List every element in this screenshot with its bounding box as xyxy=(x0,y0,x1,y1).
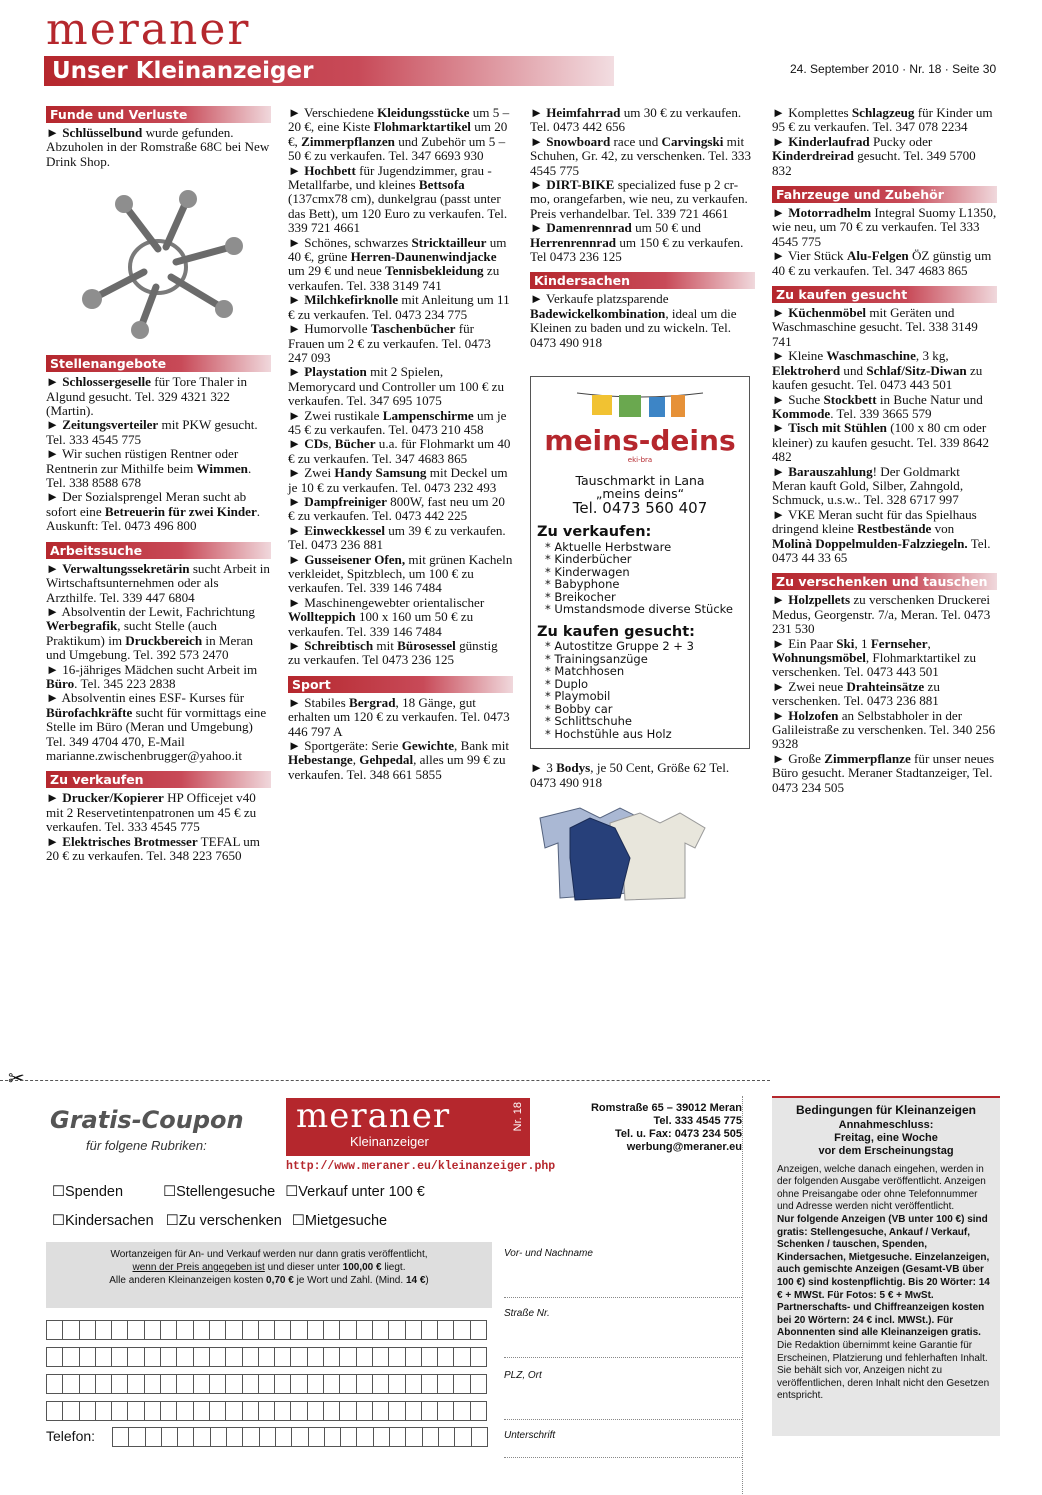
word-grid-row[interactable] xyxy=(46,1347,487,1367)
letter-box[interactable] xyxy=(226,1375,242,1394)
letter-box[interactable] xyxy=(194,1428,210,1447)
sell-list xyxy=(537,541,743,616)
letter-box[interactable] xyxy=(258,1402,274,1421)
list-item: * Duplo xyxy=(545,678,743,691)
letter-box[interactable] xyxy=(438,1375,454,1394)
letter-box[interactable] xyxy=(161,1428,177,1447)
note-line-2: wenn der Preis angegeben ist und dieser unter 100,00 € liegt. xyxy=(132,1262,406,1273)
classified-ad: ► Suche Stockbett in Buche Natur und Kommode. Tel. 339 3665 579 xyxy=(772,391,983,421)
letter-box[interactable] xyxy=(389,1375,405,1394)
classified-ad: ► Sportgeräte: Serie Gewichte, Bank mit Hebestange, Gehpedal, alles um 99 € zu verkaufen. Tel. 348 661 5855 xyxy=(288,738,509,782)
checkbox-spenden[interactable]: ☐ Spenden xyxy=(52,1184,123,1200)
checkbox-row-1 xyxy=(52,1184,453,1200)
note-line-1: Wortanzeigen für An- und Verkauf werden nur dann gratis veröffentlicht, xyxy=(110,1249,428,1260)
field-name[interactable]: Vor- und Nachname xyxy=(504,1246,742,1298)
letter-box[interactable] xyxy=(112,1402,128,1421)
letter-box[interactable] xyxy=(128,1348,144,1367)
section-header: Funde und Verluste xyxy=(46,106,271,123)
classified-ad: ► 3 Bodys, je 50 Cent, Größe 62 Tel. 0473 490 918 xyxy=(530,760,730,790)
letter-box[interactable] xyxy=(95,1348,111,1367)
address-line: Tel. 333 4545 775 xyxy=(653,1115,742,1127)
letter-box[interactable] xyxy=(389,1402,405,1421)
classified-ad: ► Tisch mit Stühlen (100 x 80 cm oder kleiner) zu kaufen gesucht. Tel. 339 8642 482 xyxy=(772,420,990,465)
letter-box[interactable] xyxy=(227,1428,243,1447)
classified-ad: ► Motorradhelm Integral Suomy L1350, wie neu, um 70 € zu verkaufen. Tel 333 4545 775 xyxy=(772,205,997,249)
letter-box[interactable] xyxy=(340,1375,356,1394)
letter-box[interactable] xyxy=(112,1375,128,1394)
letter-box[interactable] xyxy=(242,1348,258,1367)
letter-box[interactable] xyxy=(128,1402,144,1421)
letter-box[interactable] xyxy=(455,1428,471,1447)
classified-ad: ► Playstation mit 2 Spielen, Memorycard und Controller um 100 € zu verkaufen. Tel. 347 695 1075 xyxy=(288,364,505,409)
coupon-url[interactable]: http://www.meraner.eu/kleinanzeiger.php xyxy=(286,1160,556,1173)
letter-box[interactable] xyxy=(79,1321,95,1340)
letter-box[interactable] xyxy=(112,1321,128,1340)
clothesline-icon xyxy=(537,387,743,419)
classified-ad: ► Stabiles Bergrad, 18 Gänge, gut erhalten um 120 € zu verkaufen. Tel. 0473 446 797 A xyxy=(288,694,510,739)
letter-box[interactable] xyxy=(209,1375,225,1394)
letter-box[interactable] xyxy=(389,1321,405,1340)
letter-box[interactable] xyxy=(243,1428,259,1447)
letter-box[interactable] xyxy=(405,1321,421,1340)
classified-ad: ► Barauszahlung! Der Goldmarkt Meran kauft Gold, Silber, Zahngold, Schmuck, u.s.w.. Tel. 328 6717 997 xyxy=(772,463,964,508)
classified-ad: ► Zwei Handy Samsung mit Deckel um je 10 € zu verkaufen. Tel. 0473 232 493 xyxy=(288,465,508,495)
checkbox-kindersachen[interactable]: ☐ Kindersachen xyxy=(52,1213,154,1229)
list-item: * Hochstühle aus Holz xyxy=(545,728,743,741)
column-2 xyxy=(288,106,513,782)
keys-photo xyxy=(46,177,271,347)
letter-box[interactable] xyxy=(405,1348,421,1367)
checkbox-mietgesuche[interactable]: ☐ Mietgesuche xyxy=(292,1213,387,1229)
classified-ad: ► Ein Paar Ski, 1 Fernseher, Wohnungsmöbel, Flohmarktartikel zu verschenken. Tel. 0473 443 501 xyxy=(772,635,977,680)
classified-ad: ► Komplettes Schlagzeug für Kinder um 95 € zu verkaufen. Tel. 347 078 2234 xyxy=(772,105,993,135)
checkbox-row-2 xyxy=(52,1213,415,1229)
letter-box[interactable] xyxy=(47,1402,63,1421)
conditions-box xyxy=(772,1096,1000,1436)
letter-box[interactable] xyxy=(47,1375,63,1394)
list-item: * Kinderwagen xyxy=(545,566,743,579)
buy-heading: Zu kaufen gesucht: xyxy=(537,623,695,640)
letter-box[interactable] xyxy=(356,1321,372,1340)
brand-logo: meraner xyxy=(46,4,251,55)
letter-box[interactable] xyxy=(258,1321,274,1340)
letter-box[interactable] xyxy=(275,1402,291,1421)
letter-box[interactable] xyxy=(95,1321,111,1340)
letter-box[interactable] xyxy=(438,1402,454,1421)
letter-box[interactable] xyxy=(470,1321,486,1340)
letter-box[interactable] xyxy=(422,1428,438,1447)
letter-box[interactable] xyxy=(357,1428,373,1447)
letter-box[interactable] xyxy=(438,1321,454,1340)
letter-box[interactable] xyxy=(63,1402,79,1421)
letter-box[interactable] xyxy=(470,1348,486,1367)
classified-ad: ► Wir suchen rüstigen Rentner oder Rentnerin zur Mithilfe beim Wimmen. Tel. 338 8588 678 xyxy=(46,446,252,491)
letter-box[interactable] xyxy=(275,1375,291,1394)
coupon-address xyxy=(560,1102,742,1154)
list-item: * Bobby car xyxy=(545,703,743,716)
checkbox-verschenken[interactable]: ☐ Zu verschenken xyxy=(166,1213,282,1229)
classified-ad: ► Gusseisener Ofen, mit grünen Kacheln verkleidet, Spitzblech, um 100 € zu verkaufen. Tel. 339 146 7484 xyxy=(288,551,513,596)
letter-box[interactable] xyxy=(470,1375,486,1394)
letter-box[interactable] xyxy=(454,1375,470,1394)
letter-box[interactable] xyxy=(144,1348,160,1367)
letter-box[interactable] xyxy=(47,1321,63,1340)
letter-box[interactable] xyxy=(324,1321,340,1340)
letter-box[interactable] xyxy=(112,1348,128,1367)
phone-row xyxy=(46,1428,95,1444)
letter-box[interactable] xyxy=(292,1428,308,1447)
coupon-logo xyxy=(286,1098,530,1156)
classified-ad: ► Absolventin eines ESF- Kurses für Bürofachkräfte sucht für vormittags eine Stelle im Büro (Meran und Umgebung) Tel. 349 4704 470, E-Mail marianne.zwischenbrugger@yahoo.it xyxy=(46,690,267,763)
classified-ad: ► VKE Meran sucht für das Spielhaus dringend kleine Restbestände von Molinà Doppelmulden-Falzziegeln. Tel. 0473 44 33 65 xyxy=(772,506,991,565)
letter-box[interactable] xyxy=(307,1321,323,1340)
letter-box[interactable] xyxy=(291,1348,307,1367)
classified-ad: ► Küchenmöbel mit Geräten und Waschmaschine gesucht. Tel. 338 3149 741 xyxy=(772,305,978,349)
classified-ad: ► Vier Stück Alu-Felgen ÖZ günstig um 40 € zu verkaufen. Tel. 347 4683 865 xyxy=(772,248,992,278)
classified-ad: ► 16-jähriges Mädchen sucht Arbeit im Büro. Tel. 345 223 2838 xyxy=(46,661,258,691)
letter-box[interactable] xyxy=(226,1348,242,1367)
classified-ad: ► Schlüsselbund wurde gefunden. Abzuholen in der Romstraße 68C bei New Drink Shop. xyxy=(46,125,270,169)
letter-box[interactable] xyxy=(63,1348,79,1367)
classified-ad: ► Verschiedene Kleidungsstücke um 5 – 20 €, eine Kiste Flohmarktartikel um 20 €, Zimmerpflanzen und Zubehör um 5 – 50 € zu verkaufen. Tel. 347 6693 930 xyxy=(288,105,510,164)
column-3 xyxy=(530,106,755,916)
letter-box[interactable] xyxy=(193,1402,209,1421)
classified-ad: ► Verwaltungssekretärin sucht Arbeit in Wirtschaftsunternehmen oder als Arzthilfe. Tel. 339 447 6804 xyxy=(46,560,270,605)
coupon-subtitle: für folgene Rubriken: xyxy=(86,1138,207,1153)
letter-box[interactable] xyxy=(438,1428,454,1447)
letter-box[interactable] xyxy=(177,1375,193,1394)
bodys-photo xyxy=(530,798,710,908)
letter-box[interactable] xyxy=(144,1375,160,1394)
letter-box[interactable] xyxy=(193,1321,209,1340)
address-line: Tel. u. Fax: 0473 234 505 xyxy=(615,1128,742,1140)
list-item: * Schlittschuhe xyxy=(545,715,743,728)
field-street[interactable]: Straße Nr. xyxy=(504,1306,742,1358)
letter-box[interactable] xyxy=(324,1348,340,1367)
letter-box[interactable] xyxy=(63,1321,79,1340)
letter-box[interactable] xyxy=(356,1348,372,1367)
letter-box[interactable] xyxy=(128,1321,144,1340)
letter-box[interactable] xyxy=(144,1321,160,1340)
scissors-icon: ✂ xyxy=(8,1066,25,1090)
letter-box[interactable] xyxy=(405,1375,421,1394)
checkbox-stellengesuche[interactable]: ☐ Stellengesuche xyxy=(163,1184,275,1200)
letter-box[interactable] xyxy=(47,1348,63,1367)
letter-box[interactable] xyxy=(454,1348,470,1367)
classified-ad: ► Snowboard race und Carvingski mit Schuhen, Gr. 42, zu verschenken. Tel. 333 4545 775 xyxy=(530,133,752,178)
address-line: Romstraße 65 – 39012 Meran xyxy=(590,1102,742,1114)
letter-box[interactable] xyxy=(129,1428,145,1447)
list-item: * Kinderbücher xyxy=(545,553,743,566)
coupon-logo-main: meraner xyxy=(296,1096,451,1136)
classified-ad: ► Heimfahrrad um 30 € zu verkaufen. Tel. 0473 442 656 xyxy=(530,105,742,135)
letter-box[interactable] xyxy=(340,1402,356,1421)
letter-box[interactable] xyxy=(258,1375,274,1394)
page-title-bar xyxy=(44,56,614,86)
letter-box[interactable] xyxy=(210,1428,226,1447)
letter-box[interactable] xyxy=(193,1375,209,1394)
classified-ad: ► Dampfreiniger 800W, fast neu um 20 € zu verkaufen. Tel. 0473 442 225 xyxy=(288,493,505,524)
address-line: werbung@meraner.eu xyxy=(626,1141,742,1153)
checkbox-verkauf[interactable]: ☐ Verkauf unter 100 € xyxy=(285,1184,425,1200)
letter-box[interactable] xyxy=(226,1402,242,1421)
classified-ad: ► Zwei rustikale Lampenschirme um je 45 € zu verkaufen. Tel. 0473 210 458 xyxy=(288,407,507,437)
letter-box[interactable] xyxy=(308,1428,324,1447)
conditions-text: Die Redaktion übernimmt keine Garantie für Erscheinen, Platzierung und fehlerhaften Inhalt. Sie behält sich vor, Anzeigen nicht zu veröffentlichen, deren Inhalt nicht den Gesetzen entspricht. xyxy=(777,1339,990,1402)
classified-ad: ► Humorvolle Taschenbücher für Frauen um 2 € zu verkaufen. Tel. 0473 247 093 xyxy=(288,321,491,365)
letter-box[interactable] xyxy=(161,1348,177,1367)
letter-box[interactable] xyxy=(291,1375,307,1394)
conditions-text: Nur folgende Anzeigen (VB unter 100 €) sind gratis: Stellengesuche, Ankauf / Verkauf, Schenken / tauschen, Spenden, Kindersachen, Mietgesuche. Einzelanzeigen, auch gemischte Anzeigen (Gesamt-VB über 100 €) sind kostenpflichtig. Bis 20 Wörter: 14 € + MWSt. Für Fotos: 5 € + MwSt. Partnerschafts- und Chiffreanzeigen kosten bei 20 Wörtern: 24 € incl. MWSt.). Für Abonnenten sind alle Kleinanzeigen gratis. xyxy=(777,1213,990,1339)
letter-box[interactable] xyxy=(454,1321,470,1340)
letter-box[interactable] xyxy=(372,1402,388,1421)
meins-deins-info: Tauschmarkt in Lana „meins deins“ Tel. 0473 560 407 xyxy=(572,473,708,518)
letter-box[interactable] xyxy=(454,1402,470,1421)
letter-box[interactable] xyxy=(242,1375,258,1394)
column-1 xyxy=(46,106,271,863)
list-item: * Autostitze Gruppe 2 + 3 xyxy=(545,640,743,653)
letter-box[interactable] xyxy=(291,1321,307,1340)
list-item: * Playmobil xyxy=(545,690,743,703)
classified-ad: ► Hochbett für Jugendzimmer, grau - Metallfarbe, und kleines Bettsofa (137cmx78 cm), dunkelgrau (passt unter das Bett), um 120 Euro zu verkaufen. Tel. 339 721 4661 xyxy=(288,162,508,236)
letter-box[interactable] xyxy=(406,1428,422,1447)
list-item: * Trainingsanzüge xyxy=(545,653,743,666)
letter-box[interactable] xyxy=(258,1348,274,1367)
list-item: * Babyphone xyxy=(545,578,743,591)
classified-ad: ► Verkaufe platzsparende Badewickelkombination, ideal um die Kleinen zu baden und zu wickeln. Tel. 0473 490 918 xyxy=(530,291,737,350)
letter-box[interactable] xyxy=(307,1348,323,1367)
letter-box[interactable] xyxy=(79,1348,95,1367)
letter-box[interactable] xyxy=(324,1402,340,1421)
dateline: 24. September 2010 · Nr. 18 · Seite 30 xyxy=(790,62,997,76)
letter-box[interactable] xyxy=(421,1321,437,1340)
section-header: Zu verkaufen xyxy=(46,771,271,788)
classified-ad: ► Schlossergeselle für Tore Thaler in Algund gesucht. Tel. 329 4321 322 (Martin). xyxy=(46,374,248,419)
section-header: Zu kaufen gesucht xyxy=(772,286,997,303)
letter-box[interactable] xyxy=(95,1375,111,1394)
letter-box[interactable] xyxy=(193,1348,209,1367)
classified-ad: ► Schreibtisch mit Bürosessel günstig zu verkaufen. Tel 0473 236 125 xyxy=(288,638,498,668)
buy-list xyxy=(537,640,743,740)
letter-box[interactable] xyxy=(177,1402,193,1421)
classified-ad: ► Kleine Waschmaschine, 3 kg, Elektroherd und Schlaf/Sitz-Diwan zu kaufen gesucht. Tel. 0473 443 501 xyxy=(772,348,983,393)
field-signature[interactable]: Unterschrift xyxy=(504,1428,742,1458)
meins-deins-logo: meins-deins xyxy=(544,423,736,457)
field-city[interactable]: PLZ, Ort xyxy=(504,1368,742,1420)
section-header: Arbeitssuche xyxy=(46,542,271,559)
letter-box[interactable] xyxy=(79,1402,95,1421)
letter-box[interactable] xyxy=(161,1321,177,1340)
letter-box[interactable] xyxy=(405,1402,421,1421)
classified-ad: ► Zwei neue Drahteinsätze zu verschenken. Tel. 0473 236 881 xyxy=(772,678,940,709)
letter-box[interactable] xyxy=(144,1402,160,1421)
letter-box[interactable] xyxy=(340,1348,356,1367)
classified-ad: ► Holzofen an Selbstabholer in der Galileistraße zu verschenken. Tel. 340 256 9328 xyxy=(772,707,996,752)
letter-box[interactable] xyxy=(79,1375,95,1394)
section-header: Stellenangebote xyxy=(46,355,271,372)
letter-box[interactable] xyxy=(95,1402,111,1421)
phone-grid[interactable] xyxy=(112,1427,488,1447)
letter-box[interactable] xyxy=(324,1428,340,1447)
phone-label: Telefon: xyxy=(46,1428,96,1444)
letter-box[interactable] xyxy=(438,1348,454,1367)
classified-ad: ► Elektrisches Brotmesser TEFAL um 20 € zu verkaufen. Tel. 348 223 7650 xyxy=(46,833,260,863)
letter-box[interactable] xyxy=(372,1321,388,1340)
letter-box[interactable] xyxy=(242,1321,258,1340)
letter-box[interactable] xyxy=(128,1375,144,1394)
letter-box[interactable] xyxy=(291,1402,307,1421)
letter-box[interactable] xyxy=(307,1375,323,1394)
letter-box[interactable] xyxy=(145,1428,161,1447)
letter-box[interactable] xyxy=(389,1348,405,1367)
letter-box[interactable] xyxy=(373,1428,389,1447)
letter-box[interactable] xyxy=(307,1402,323,1421)
letter-box[interactable] xyxy=(421,1375,437,1394)
classified-ad: ► Maschinengewebter orientalischer Wollteppich 100 x 160 um 50 € zu verkaufen. Tel. 339 146 7484 xyxy=(288,594,485,639)
section-header: Fahrzeuge und Zubehör xyxy=(772,186,997,203)
cut-line xyxy=(0,1080,770,1081)
letter-box[interactable] xyxy=(63,1375,79,1394)
letter-box[interactable] xyxy=(226,1321,242,1340)
conditions-text: Anzeigen, welche danach eingehen, werden in der folgenden Ausgabe veröffentlicht. Anzeigen ohne Preisangabe oder ohne Telefonnummer und Adresse werden nicht veröffentlicht. xyxy=(777,1163,986,1213)
classified-ad: ► Kinderlaufrad Pucky oder Kinderdreirad gesucht. Tel. 349 5700 832 xyxy=(772,133,976,178)
pricing-note xyxy=(46,1242,492,1308)
letter-box[interactable] xyxy=(390,1428,406,1447)
classified-ad: ► Zeitungsverteiler mit PKW gesucht. Tel. 333 4545 775 xyxy=(46,417,258,447)
letter-box[interactable] xyxy=(275,1321,291,1340)
classified-ad: ► Absolventin der Lewit, Fachrichtung Werbegrafik, sucht Stelle (auch Praktikum) im Druckbereich in Meran und Umgebung. Tel. 392 573 2470 xyxy=(46,603,255,663)
letter-box[interactable] xyxy=(209,1402,225,1421)
conditions-deadline: Annahmeschluss: Freitag, eine Woche vor dem Erscheinungstag xyxy=(818,1118,954,1157)
meins-deins-tag: eki-bra xyxy=(627,455,653,464)
word-grid-row[interactable] xyxy=(46,1374,487,1394)
column-4 xyxy=(772,106,997,795)
letter-box[interactable] xyxy=(209,1321,225,1340)
classified-ad: ► Einweckkessel um 39 € zu verkaufen. Tel. 0473 236 881 xyxy=(288,522,506,553)
list-item: * Umstandsmode diverse Stücke xyxy=(545,603,743,616)
letter-box[interactable] xyxy=(275,1348,291,1367)
word-grid-row[interactable] xyxy=(46,1320,487,1340)
letter-box[interactable] xyxy=(161,1375,177,1394)
letter-box[interactable] xyxy=(324,1375,340,1394)
letter-box[interactable] xyxy=(356,1402,372,1421)
classified-ad: ► Milchkefirknolle mit Anleitung um 11 € zu verkaufen. Tel. 0473 234 775 xyxy=(288,292,510,322)
letter-box[interactable] xyxy=(340,1321,356,1340)
letter-box[interactable] xyxy=(178,1428,194,1447)
letter-box[interactable] xyxy=(341,1428,357,1447)
letter-box[interactable] xyxy=(242,1402,258,1421)
section-header: Zu verschenken und tauschen xyxy=(772,573,997,590)
note-line-3: Alle anderen Kleinanzeigen kosten 0,70 € je Wort und Zahl. (Mind. 14 €) xyxy=(109,1275,429,1286)
coupon-divider xyxy=(742,1096,743,1494)
list-item: * Aktuelle Herbstware xyxy=(545,541,743,554)
letter-box[interactable] xyxy=(161,1402,177,1421)
letter-box[interactable] xyxy=(470,1402,486,1421)
letter-box[interactable] xyxy=(421,1402,437,1421)
letter-box[interactable] xyxy=(275,1428,291,1447)
classified-ad: ► DIRT-BIKE specialized fuse p 2 cr-mo, orangefarben, wie neu, zu verkaufen. Preis verhandelbar. Tel. 339 721 4661 xyxy=(530,177,748,221)
page-title: Unser Kleinanzeiger xyxy=(52,58,314,84)
letter-box[interactable] xyxy=(372,1348,388,1367)
coupon-logo-number: Nr. 18 xyxy=(512,1102,524,1132)
list-item: * Matchhosen xyxy=(545,665,743,678)
classified-ad: ► Damenrennrad um 50 € und Herrenrennrad um 150 € zu verkaufen. Tel 0473 236 125 xyxy=(530,220,744,265)
meins-deins-ad xyxy=(530,376,750,749)
letter-box[interactable] xyxy=(209,1348,225,1367)
letter-box[interactable] xyxy=(177,1321,193,1340)
classified-ad: ► CDs, Bücher u.a. für Flohmarkt um 40 € zu verkaufen. Tel. 347 4683 865 xyxy=(288,436,511,466)
letter-box[interactable] xyxy=(177,1348,193,1367)
coupon-title: Gratis-Coupon xyxy=(50,1106,244,1134)
conditions-title: Bedingungen für Kleinanzeigen xyxy=(795,1103,976,1117)
word-grid-row[interactable] xyxy=(46,1401,487,1421)
letter-box[interactable] xyxy=(113,1428,129,1447)
classified-ad: ► Schönes, schwarzes Stricktailleur um 40 €, grüne Herren-Daunenwindjacke um 29 € und neue Tennisbekleidung zu verkaufen. Tel. 338 3149 741 xyxy=(288,234,507,293)
sell-heading: Zu verkaufen: xyxy=(537,524,652,541)
list-item: * Breikocher xyxy=(545,591,743,604)
classified-ad: ► Der Sozialsprengel Meran sucht ab sofort eine Betreuerin für zwei Kinder. Auskunft: Tel. 0473 496 800 xyxy=(46,489,261,534)
coupon-logo-sub: Kleinanzeiger xyxy=(350,1134,429,1149)
letter-box[interactable] xyxy=(372,1375,388,1394)
letter-box[interactable] xyxy=(356,1375,372,1394)
classified-ad: ► Große Zimmerpflanze für unser neues Büro gesucht. Meraner Stadtanzeiger, Tel. 0473 234 505 xyxy=(772,750,995,795)
section-header: Kindersachen xyxy=(530,272,755,289)
classified-ad: ► Drucker/Kopierer HP Officejet v40 mit 2 Reservetintenpatronen um 45 € zu verkaufen. Tel. 333 4545 775 xyxy=(46,790,257,835)
letter-box[interactable] xyxy=(471,1428,487,1447)
letter-box[interactable] xyxy=(259,1428,275,1447)
letter-box[interactable] xyxy=(421,1348,437,1367)
classified-ad: ► Holzpellets zu verschenken Druckerei Medus, Georgenstr. 7/a, Meran. Tel. 0473 231 530 xyxy=(772,592,991,637)
section-header: Sport xyxy=(288,676,513,693)
